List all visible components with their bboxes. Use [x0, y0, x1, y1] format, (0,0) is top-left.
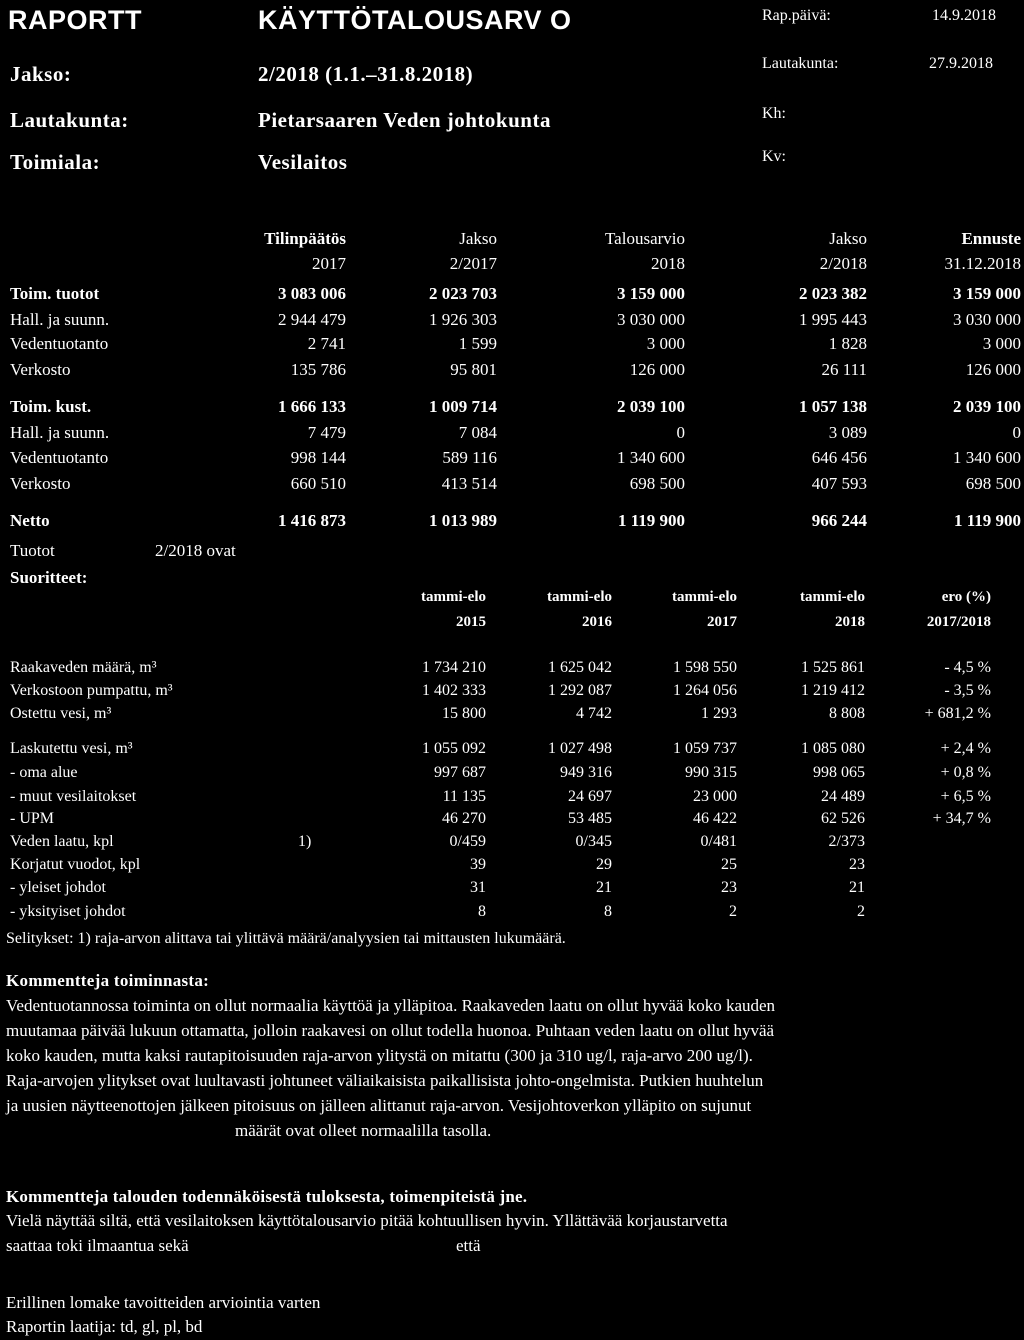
performance-row-label: - UPM	[10, 810, 55, 827]
performance-row-label: Veden laatu, kpl	[10, 833, 114, 850]
performance-cell: - 4,5 %	[944, 659, 991, 676]
performance-cell: + 0,8 %	[940, 764, 991, 781]
performance-col-header-3-line2: 2017	[707, 614, 737, 630]
performance-row-label: Raakaveden määrä, m³	[10, 659, 157, 676]
kh-label: Kh:	[762, 105, 786, 122]
performance-cell: + 2,4 %	[940, 740, 991, 757]
performance-cell: + 34,7 %	[932, 810, 991, 827]
finance-col-header-1-line1: Tilinpäätös	[264, 229, 346, 248]
lautakunta-date-label: Lautakunta:	[762, 55, 839, 72]
rap-paiva-label: Rap.päivä:	[762, 7, 831, 24]
performance-row-label: Korjatut vuodot, kpl	[10, 856, 141, 873]
finance-row-label: Hall. ja suunn.	[10, 423, 110, 442]
finance-cell: 2 741	[307, 334, 346, 353]
finance-cell: 1 926 303	[429, 310, 497, 329]
performance-cell: 1 525 861	[801, 659, 865, 676]
performance-cell: 8	[604, 903, 612, 920]
finance-cell: 2 944 479	[278, 310, 346, 329]
footer-line-2: Raportin laatija: td, gl, pl, bd	[6, 1317, 203, 1336]
performance-cell: 0/345	[575, 833, 612, 850]
finance-col-header-4-line2: 2/2018	[819, 254, 867, 273]
operations-comment-line: Raja-arvojen ylitykset ovat luultavasti johtuneet väliaikaisista paikallisista johto-ongelmista. Putkien huuhtelun	[6, 1071, 764, 1090]
finance-cell: 126 000	[965, 360, 1021, 379]
finance-cell: 1 416 873	[278, 511, 346, 530]
performance-cell: 21	[849, 879, 865, 896]
performance-cell: 1 219 412	[801, 682, 865, 699]
performance-cell: 2	[729, 903, 737, 920]
performance-row-label: Ostettu vesi, m³	[10, 705, 112, 722]
report-title: KÄYTTÖTALOUSARV O	[258, 5, 572, 35]
finance-cell: 0	[1012, 423, 1021, 442]
performance-cell: 46 422	[693, 810, 737, 827]
operations-comment-line: Vedentuotannossa toiminta on ollut normaalia käyttöä ja ylläpitoa. Raakaveden laatu on ollut hyvää koko kauden	[6, 996, 776, 1015]
finance-cell: 2 039 100	[953, 397, 1021, 416]
performance-cell: 24 489	[821, 788, 865, 805]
performance-cell: + 681,2 %	[924, 705, 991, 722]
finance-cell: 1 119 900	[953, 511, 1021, 530]
finance-cell: 1 340 600	[953, 448, 1021, 467]
performance-cell: 62 526	[821, 810, 865, 827]
finance-cell: 998 144	[290, 448, 346, 467]
performance-cell: 997 687	[434, 764, 486, 781]
performance-cell: 0/481	[700, 833, 737, 850]
finance-col-header-5-line2: 31.12.2018	[944, 254, 1021, 273]
suoritteet-title: Suoritteet:	[10, 568, 88, 587]
finance-comment-line-2a: saattaa toki ilmaantua sekä	[6, 1236, 189, 1255]
finance-cell: 3 000	[982, 334, 1021, 353]
finance-row-label: Toim. tuotot	[10, 284, 100, 303]
finance-comments-title: Kommentteja talouden todennäköisestä tuloksesta, toimenpiteistä jne.	[6, 1187, 528, 1206]
finance-cell: 3 083 006	[278, 284, 346, 303]
performance-cell: - 3,5 %	[944, 682, 991, 699]
finance-col-header-4-line1: Jakso	[829, 229, 867, 248]
footer-line-1: Erillinen lomake tavoitteiden arviointia varten	[6, 1293, 321, 1312]
operations-comments-title: Kommentteja toiminnasta:	[6, 971, 210, 990]
performance-cell: 949 316	[560, 764, 612, 781]
finance-row-label: Verkosto	[10, 474, 71, 493]
finance-cell: 1 009 714	[429, 397, 497, 416]
performance-cell: 8	[478, 903, 486, 920]
performance-cell: 1 264 056	[673, 682, 737, 699]
performance-col-header-5-line2: 2017/2018	[926, 614, 991, 630]
finance-cell: 3 030 000	[617, 310, 685, 329]
finance-cell: 0	[676, 423, 685, 442]
finance-col-header-1-line2: 2017	[312, 254, 346, 273]
finance-cell: 1 340 600	[617, 448, 685, 467]
performance-cell: 15 800	[442, 705, 486, 722]
performance-cell: 0/459	[449, 833, 486, 850]
performance-cell: 1 055 092	[422, 740, 486, 757]
performance-cell: 8 808	[829, 705, 865, 722]
finance-cell: 1 828	[828, 334, 867, 353]
finance-cell: 1 013 989	[429, 511, 497, 530]
performance-row-label: - yleiset johdot	[10, 879, 106, 896]
performance-col-header-4-line2: 2018	[835, 614, 865, 630]
performance-cell: 46 270	[442, 810, 486, 827]
performance-cell: + 6,5 %	[940, 788, 991, 805]
finance-cell: 1 119 900	[617, 511, 685, 530]
finance-cell: 413 514	[441, 474, 497, 493]
finance-cell: 3 030 000	[953, 310, 1021, 329]
finance-cell: 1 666 133	[278, 397, 346, 416]
finance-comment-line-1: Vielä näyttää siltä, että vesilaitoksen käyttötalousarvio pitää kohtuullisen hyvin. Yllättävää korjaustarvetta	[6, 1211, 728, 1230]
finance-cell: 95 801	[450, 360, 497, 379]
performance-cell: 1 625 042	[548, 659, 612, 676]
operations-comment-line: koko kauden, mutta kaksi rautapitoisuuden raja-arvon ylitystä on mitattu (300 ja 310 ug/l, raja-arvo 200 ug/l).	[6, 1046, 753, 1065]
explanation-note: Selitykset: 1) raja-arvon alittava tai ylittävä määrä/analyysien tai mittausten lukumäärä.	[6, 930, 566, 947]
finance-col-header-3-line1: Talousarvio	[604, 229, 685, 248]
performance-cell: 39	[470, 856, 486, 873]
performance-cell: 1 059 737	[673, 740, 737, 757]
performance-cell: 23 000	[693, 788, 737, 805]
performance-cell: 23	[849, 856, 865, 873]
toimiala-value: Vesilaitos	[258, 150, 348, 174]
performance-col-header-1-line2: 2015	[456, 614, 486, 630]
performance-cell: 31	[470, 879, 486, 896]
performance-cell: 998 065	[813, 764, 865, 781]
finance-cell: 126 000	[629, 360, 685, 379]
performance-cell: 2/373	[828, 833, 865, 850]
finance-cell: 1 995 443	[799, 310, 867, 329]
finance-cell: 26 111	[821, 360, 867, 379]
performance-col-header-2-line1: tammi-elo	[547, 589, 612, 605]
performance-cell: 4 742	[576, 705, 612, 722]
finance-cell: 2 039 100	[617, 397, 685, 416]
performance-col-header-3-line1: tammi-elo	[672, 589, 737, 605]
finance-col-header-2-line1: Jakso	[459, 229, 497, 248]
performance-cell: 24 697	[568, 788, 612, 805]
finance-cell: 966 244	[811, 511, 867, 530]
finance-cell: 698 500	[965, 474, 1021, 493]
performance-cell: 1 085 080	[801, 740, 865, 757]
lautakunta-date-value: 27.9.2018	[929, 55, 993, 72]
lautakunta-label: Lautakunta:	[10, 108, 129, 132]
finance-cell: 3 159 000	[617, 284, 685, 303]
finance-cell: 3 159 000	[953, 284, 1021, 303]
toimiala-label: Toimiala:	[10, 150, 101, 174]
finance-cell: 3 089	[828, 423, 867, 442]
performance-cell: 1 027 498	[548, 740, 612, 757]
performance-cell: 2	[857, 903, 865, 920]
performance-row-label: Verkostoon pumpattu, m³	[10, 682, 173, 699]
performance-cell: 53 485	[568, 810, 612, 827]
finance-cell: 2 023 703	[429, 284, 497, 303]
tuotot-label: Tuotot	[10, 541, 55, 560]
performance-cell: 1 402 333	[422, 682, 486, 699]
finance-cell: 646 456	[811, 448, 867, 467]
performance-row-label: Laskutettu vesi, m³	[10, 740, 133, 757]
performance-cell: 1 292 087	[548, 682, 612, 699]
performance-row-label: - oma alue	[10, 764, 78, 781]
finance-col-header-3-line2: 2018	[651, 254, 685, 273]
finance-row-label: Toim. kust.	[10, 397, 92, 416]
report-word: RAPORTT	[8, 5, 142, 35]
performance-row-label: - yksityiset johdot	[10, 903, 126, 920]
performance-col-header-2-line2: 2016	[582, 614, 612, 630]
performance-row-note: 1)	[298, 833, 312, 850]
performance-col-header-4-line1: tammi-elo	[800, 589, 865, 605]
finance-row-label: Vedentuotanto	[10, 448, 109, 467]
jakso-value: 2/2018 (1.1.–31.8.2018)	[258, 62, 474, 86]
finance-cell: 660 510	[290, 474, 346, 493]
operations-comment-line: ja uusien näytteenottojen jälkeen pitoisuus on jälleen alittanut raja-arvon. Vesijohtoverkon ylläpito on sujunut	[6, 1096, 752, 1115]
performance-cell: 21	[596, 879, 612, 896]
performance-col-header-1-line1: tammi-elo	[421, 589, 486, 605]
performance-col-header-5-line1: ero (%)	[941, 589, 991, 605]
operations-comment-line: muutamaa päivää lukuun ottamatta, jolloin raakavesi on ollut todella huonoa. Puhtaan veden laatu on ollut hyvää	[6, 1021, 775, 1040]
finance-row-label: Vedentuotanto	[10, 334, 109, 353]
finance-row-label: Verkosto	[10, 360, 71, 379]
finance-cell: 407 593	[811, 474, 867, 493]
performance-cell: 23	[721, 879, 737, 896]
finance-row-label: Netto	[10, 511, 50, 530]
finance-row-label: Hall. ja suunn.	[10, 310, 110, 329]
finance-cell: 2 023 382	[799, 284, 867, 303]
finance-cell: 589 116	[442, 448, 497, 467]
finance-comment-line-2b: että	[456, 1236, 481, 1255]
finance-cell: 1 599	[458, 334, 497, 353]
lautakunta-value: Pietarsaaren Veden johtokunta	[258, 108, 551, 132]
finance-cell: 698 500	[629, 474, 685, 493]
finance-cell: 3 000	[646, 334, 685, 353]
performance-cell: 1 598 550	[673, 659, 737, 676]
finance-col-header-5-line1: Ennuste	[961, 229, 1021, 248]
jakso-label: Jakso:	[10, 62, 72, 86]
kv-label: Kv:	[762, 148, 786, 165]
operations-comment-line: määrät ovat olleet normaalilla tasolla.	[235, 1121, 492, 1140]
performance-cell: 25	[721, 856, 737, 873]
performance-row-label: - muut vesilaitokset	[10, 788, 137, 805]
finance-cell: 1 057 138	[799, 397, 867, 416]
finance-cell: 7 479	[307, 423, 346, 442]
performance-cell: 11 135	[442, 788, 486, 805]
performance-cell: 1 293	[701, 705, 737, 722]
finance-cell: 7 084	[458, 423, 497, 442]
rap-paiva-value: 14.9.2018	[932, 7, 996, 24]
finance-col-header-2-line2: 2/2017	[449, 254, 497, 273]
performance-cell: 29	[596, 856, 612, 873]
finance-cell: 135 786	[290, 360, 346, 379]
performance-cell: 990 315	[685, 764, 737, 781]
performance-cell: 1 734 210	[422, 659, 486, 676]
tuotot-text: 2/2018 ovat	[155, 541, 236, 560]
